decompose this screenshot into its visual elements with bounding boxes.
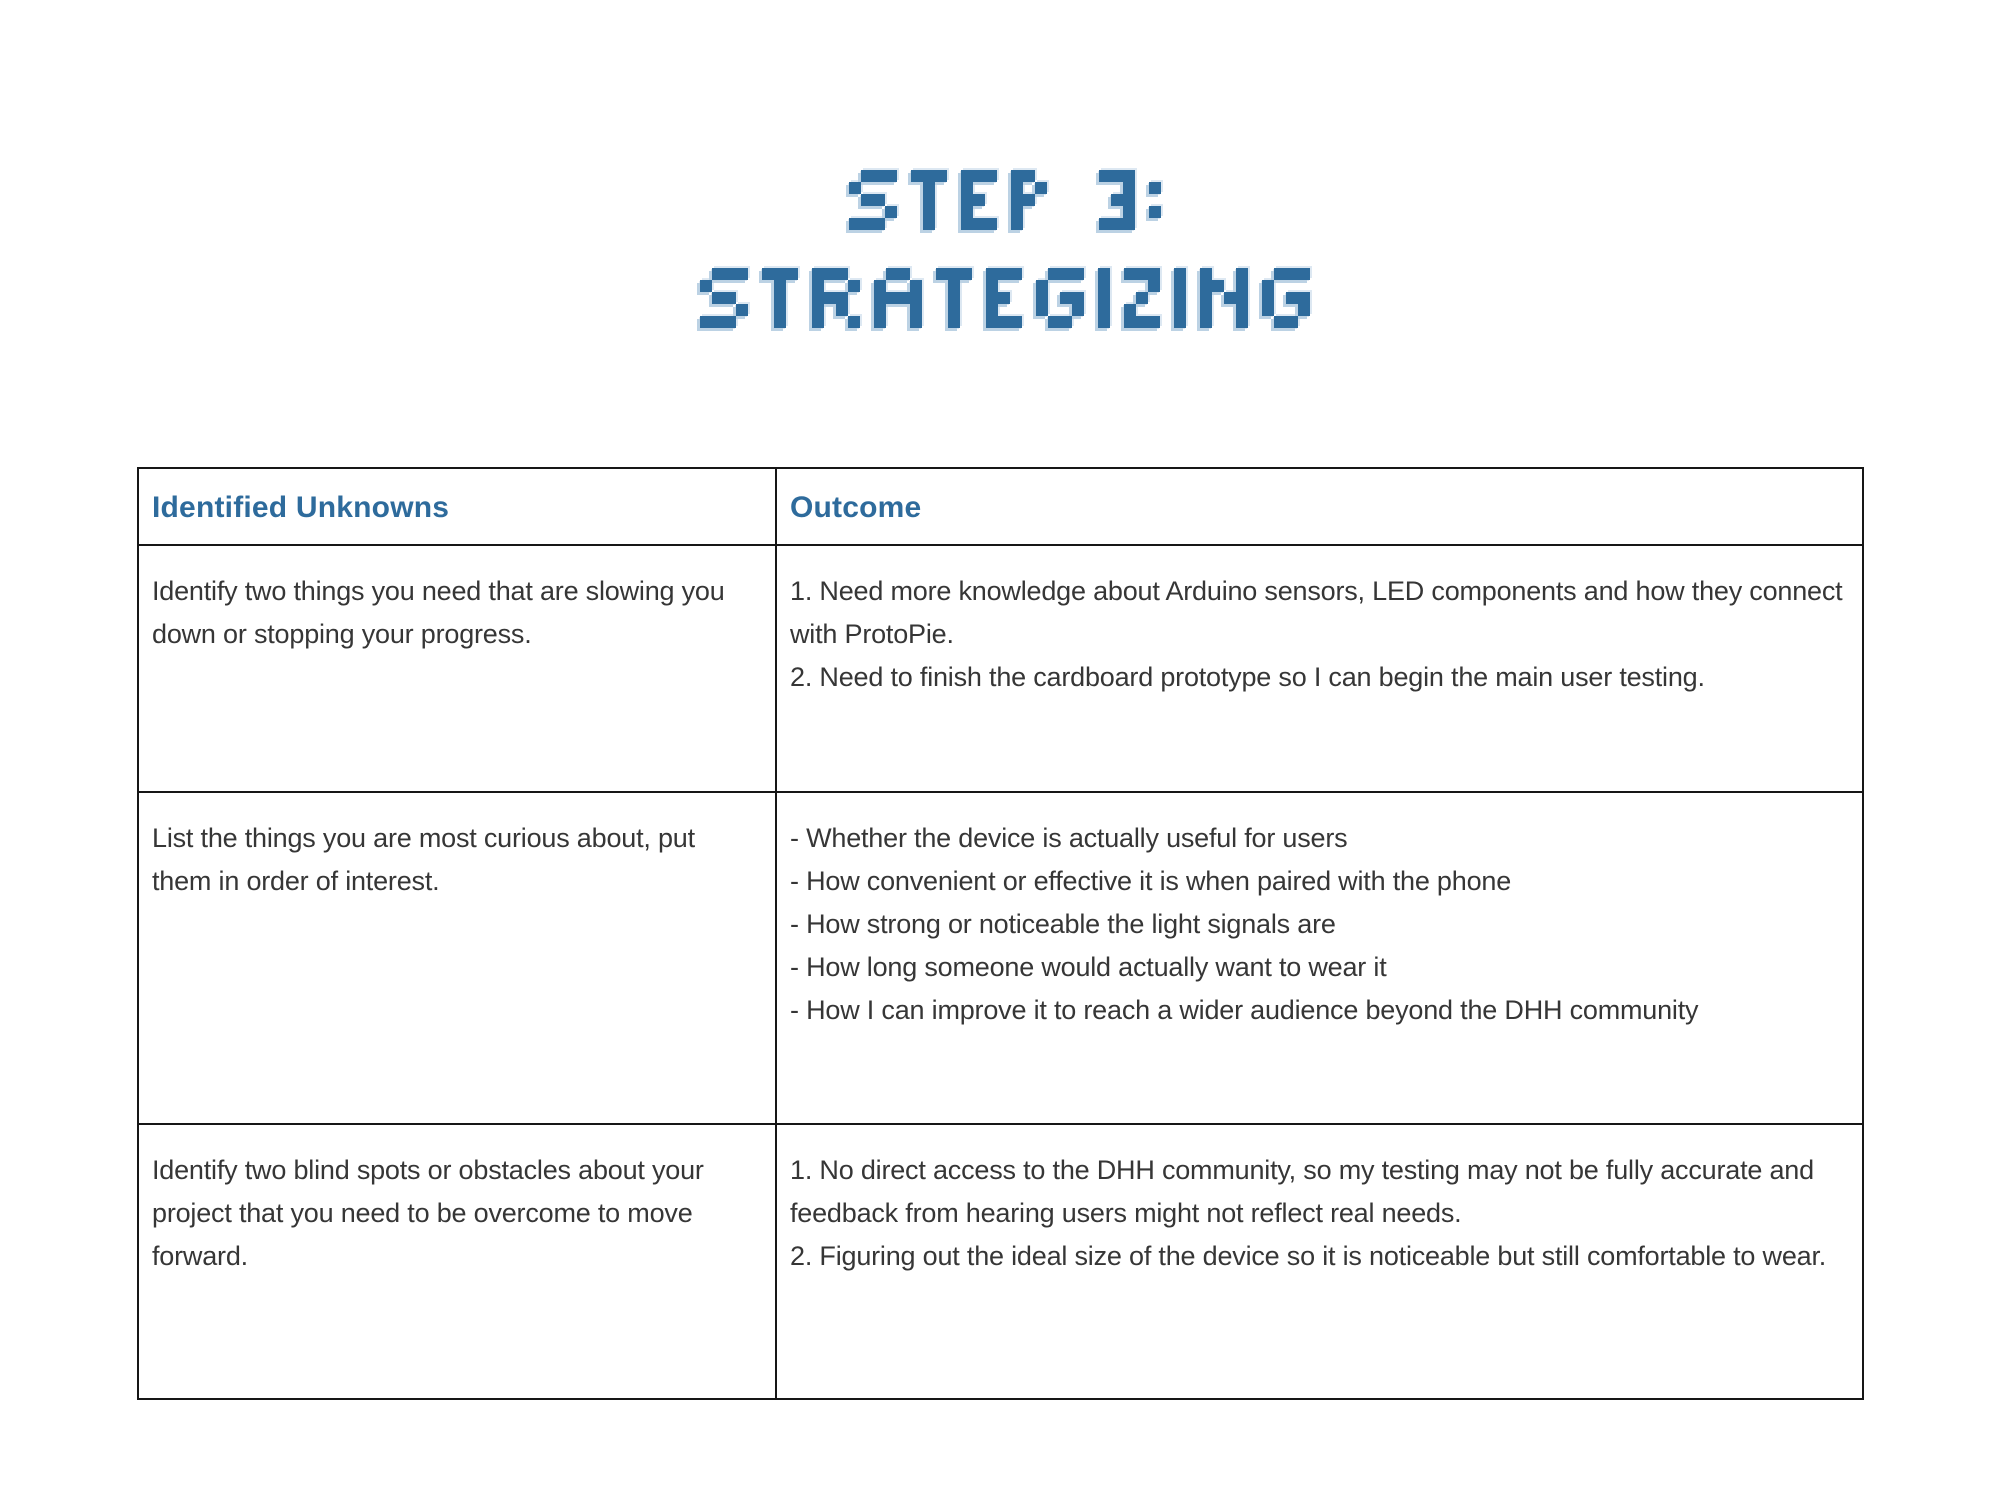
pixel-glyph xyxy=(762,268,798,328)
pixel-glyph xyxy=(961,170,997,230)
pixel-glyph xyxy=(874,268,922,328)
pixel-glyph xyxy=(1262,268,1310,328)
pixel-glyph xyxy=(1124,268,1160,328)
unknown-cell xyxy=(138,545,776,792)
strategy-table xyxy=(137,467,1864,1400)
outcome-line: - How I can improve it to reach a wider audience beyond the DHH community xyxy=(790,995,1699,1025)
pixel-glyph xyxy=(1036,268,1084,328)
outcome-line: - How long someone would actually want to wear it xyxy=(790,952,1387,982)
page-title xyxy=(0,170,2009,328)
table-header-row xyxy=(138,468,1863,545)
pixel-glyph xyxy=(986,268,1022,328)
outcome-line: 1. No direct access to the DHH community, so my testing may not be fully accurate and feedback from hearing users might not reflect real needs. xyxy=(790,1155,1814,1228)
title-line-2 xyxy=(0,268,2009,328)
outcome-line: - How convenient or effective it is when paired with the phone xyxy=(790,866,1512,896)
pixel-glyph xyxy=(936,268,972,328)
outcome-cell xyxy=(776,1124,1863,1399)
column-header-outcome: Outcome xyxy=(776,468,1863,545)
title-line-1 xyxy=(0,170,2009,230)
outcome-line: - How strong or noticeable the light signals are xyxy=(790,909,1336,939)
pixel-glyph xyxy=(700,268,748,328)
column-header-identified-unknowns: Identified Unknowns xyxy=(138,468,776,545)
unknown-cell xyxy=(138,792,776,1124)
pixel-glyph xyxy=(1099,170,1135,230)
unknown-text: Identify two blind spots or obstacles about your project that you need to be overcome to move forward. xyxy=(152,1155,704,1271)
outcome-cell xyxy=(776,792,1863,1124)
table-row xyxy=(138,1124,1863,1399)
pixel-glyph xyxy=(1174,268,1186,328)
pixel-glyph xyxy=(911,170,947,230)
pixel-glyph xyxy=(1098,268,1110,328)
pixel-glyph xyxy=(812,268,860,328)
outcome-cell xyxy=(776,545,1863,792)
pixel-glyph xyxy=(849,170,897,230)
unknown-cell xyxy=(138,1124,776,1399)
pixel-glyph xyxy=(1061,170,1085,230)
outcome-line: - Whether the device is actually useful for users xyxy=(790,823,1348,853)
unknown-text: Identify two things you need that are slowing you down or stopping your progress. xyxy=(152,576,725,649)
table-row xyxy=(138,545,1863,792)
outcome-line: 2. Figuring out the ideal size of the device so it is noticeable but still comfortable to wear. xyxy=(790,1241,1827,1271)
table-row xyxy=(138,792,1863,1124)
pixel-glyph xyxy=(1200,268,1248,328)
outcome-line: 2. Need to finish the cardboard prototype so I can begin the main user testing. xyxy=(790,662,1705,692)
unknown-text: List the things you are most curious about, put them in order of interest. xyxy=(152,823,695,896)
outcome-line: 1. Need more knowledge about Arduino sensors, LED components and how they connect with ProtoPie. xyxy=(790,576,1843,649)
pixel-glyph xyxy=(1011,170,1047,230)
pixel-glyph xyxy=(1149,170,1161,230)
